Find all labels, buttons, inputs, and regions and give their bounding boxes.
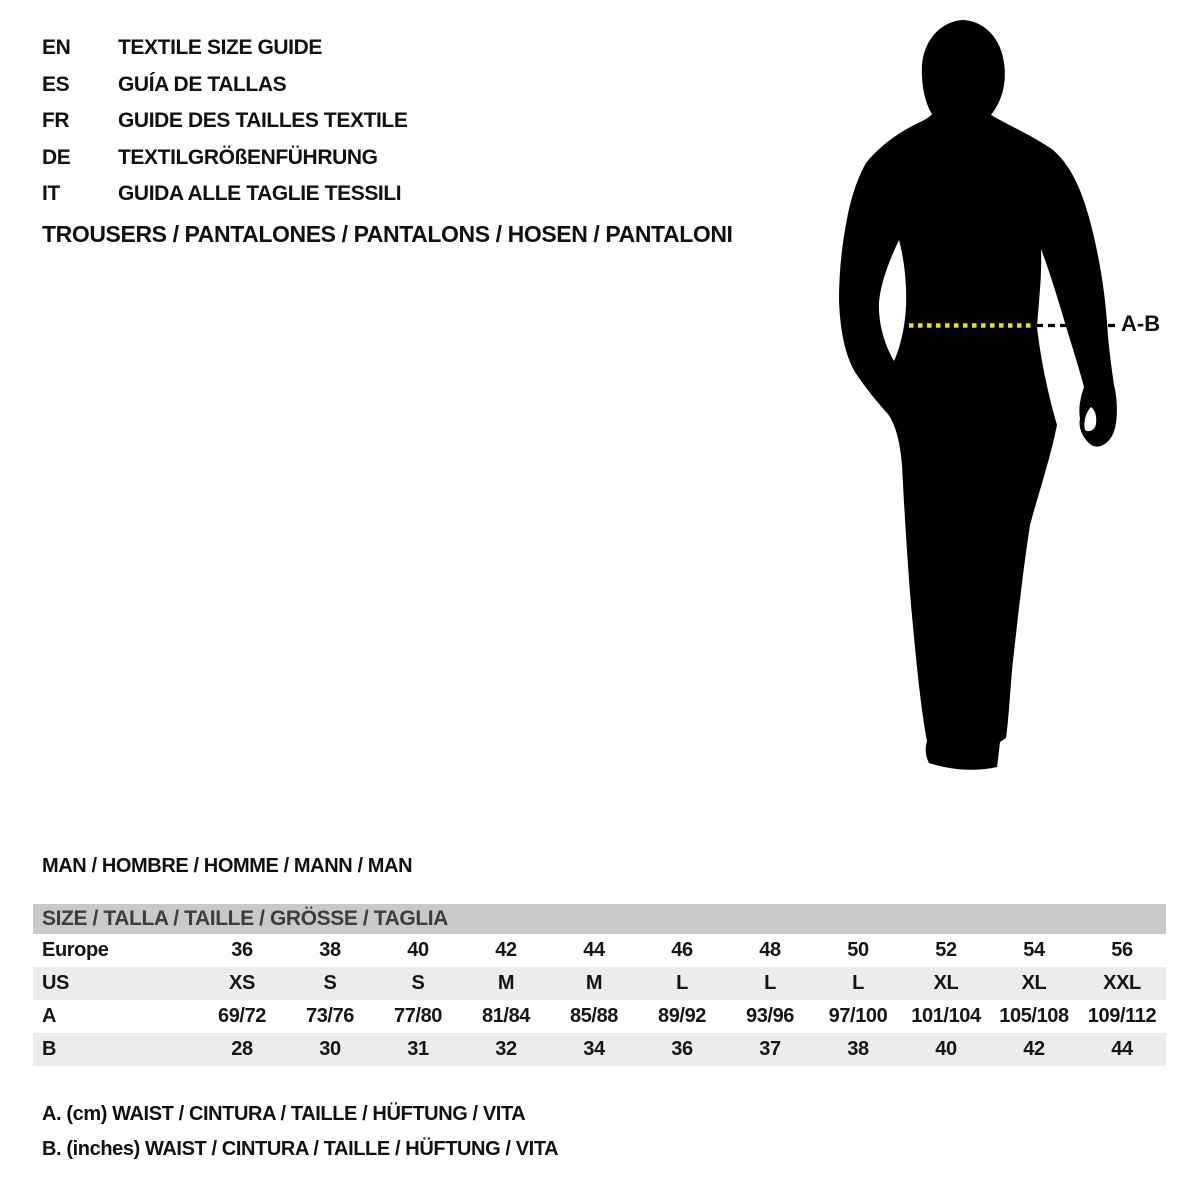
lang-code: DE xyxy=(42,145,71,169)
size-cell: 97/100 xyxy=(828,1005,888,1027)
section-title-man: MAN / HOMBRE / HOMME / MANN / MAN xyxy=(42,855,413,877)
measure-label: A-B xyxy=(1121,311,1161,336)
size-cell: L xyxy=(764,972,776,994)
lang-code: FR xyxy=(42,109,70,133)
silhouette-path xyxy=(839,20,1117,770)
size-cell: 42 xyxy=(495,939,517,961)
lang-row-de xyxy=(42,140,407,177)
size-cell: 38 xyxy=(319,939,341,961)
size-cell: 38 xyxy=(847,1038,869,1060)
size-cell: 54 xyxy=(1023,939,1045,961)
size-cell: 36 xyxy=(231,939,253,961)
row-label: Europe xyxy=(42,939,109,961)
size-cell: 52 xyxy=(935,939,957,961)
footnote-b: B. (inches) WAIST / CINTURA / TAILLE / HÜFTUNG / VITA xyxy=(42,1138,559,1160)
category-title: TROUSERS / PANTALONES / PANTALONS / HOSEN / PANTALONI xyxy=(42,221,733,247)
size-cell: 42 xyxy=(1023,1038,1045,1060)
size-cell: 28 xyxy=(231,1038,253,1060)
size-cell: S xyxy=(323,972,337,994)
size-cell: 50 xyxy=(847,939,869,961)
size-cell: 37 xyxy=(759,1038,781,1060)
lang-code: IT xyxy=(42,182,60,206)
row-label: A xyxy=(42,1005,57,1027)
size-cell: 40 xyxy=(935,1038,957,1060)
size-cell: L xyxy=(676,972,688,994)
row-label: US xyxy=(42,972,69,994)
size-cell: 36 xyxy=(671,1038,693,1060)
size-cell: S xyxy=(411,972,425,994)
lang-title: GUIDE DES TAILLES TEXTILE xyxy=(118,109,408,133)
size-cell: 101/104 xyxy=(911,1005,981,1027)
size-cell: 48 xyxy=(759,939,781,961)
size-cell: 40 xyxy=(407,939,429,961)
size-cell: 44 xyxy=(583,939,605,961)
size-cell: 30 xyxy=(319,1038,341,1060)
size-cell: 34 xyxy=(583,1038,605,1060)
table-row-b xyxy=(33,1033,1166,1066)
size-cell: 69/72 xyxy=(217,1005,267,1027)
size-cell: 73/76 xyxy=(305,1005,355,1027)
size-cell: XL xyxy=(933,972,959,994)
size-cell: 89/92 xyxy=(657,1005,707,1027)
size-cell: 109/112 xyxy=(1087,1005,1157,1027)
size-cell: 77/80 xyxy=(393,1005,443,1027)
size-cell: M xyxy=(585,972,603,994)
footnote-a: A. (cm) WAIST / CINTURA / TAILLE / HÜFTUNG / VITA xyxy=(42,1103,526,1125)
size-cell: M xyxy=(497,972,515,994)
table-row-us xyxy=(33,967,1166,1000)
language-title-list xyxy=(42,30,407,213)
size-table-header: SIZE / TALLA / TAILLE / GRÖSSE / TAGLIA xyxy=(33,904,1166,934)
lang-row-fr xyxy=(42,103,407,140)
row-label: B xyxy=(42,1038,57,1060)
lang-title: TEXTILE SIZE GUIDE xyxy=(118,36,322,60)
lang-code: EN xyxy=(42,36,71,60)
size-cell: 81/84 xyxy=(481,1005,531,1027)
size-cell: 46 xyxy=(671,939,693,961)
size-cell: 85/88 xyxy=(569,1005,619,1027)
size-cell: XXL xyxy=(1103,972,1141,994)
size-cell: XL xyxy=(1021,972,1047,994)
size-cell: 56 xyxy=(1111,939,1133,961)
table-row-a xyxy=(33,1000,1166,1033)
lang-code: ES xyxy=(42,72,70,96)
lang-row-en xyxy=(42,30,407,67)
lang-title: GUIDA ALLE TAGLIE TESSILI xyxy=(118,182,402,206)
size-cell: 44 xyxy=(1111,1038,1133,1060)
size-cell: 32 xyxy=(495,1038,517,1060)
size-cell: 93/96 xyxy=(745,1005,795,1027)
lang-row-es xyxy=(42,67,407,104)
size-cell: 31 xyxy=(407,1038,429,1060)
lang-title: GUÍA DE TALLAS xyxy=(118,72,287,96)
lang-row-it xyxy=(42,176,407,213)
size-table xyxy=(33,904,1166,1066)
lang-title: TEXTILGRÖßENFÜHRUNG xyxy=(118,145,378,169)
table-row-europe xyxy=(33,934,1166,967)
size-cell: L xyxy=(852,972,864,994)
size-cell: 105/108 xyxy=(999,1005,1069,1027)
size-cell: XS xyxy=(229,972,255,994)
